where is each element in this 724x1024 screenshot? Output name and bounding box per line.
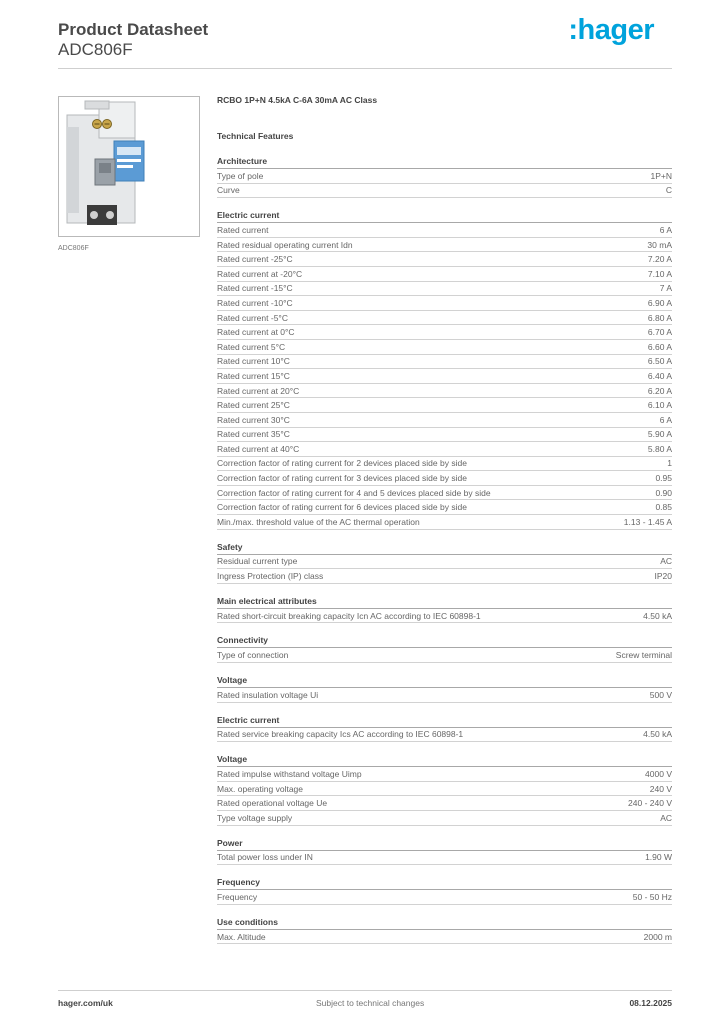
spec-value: AC — [660, 812, 672, 823]
spec-group — [217, 155, 672, 198]
spec-group — [217, 916, 672, 945]
spec-value: 6.70 A — [647, 327, 672, 338]
spec-label: Rated current -25°C — [217, 254, 293, 265]
spec-row — [217, 267, 672, 282]
spec-label: Correction factor of rating current for 6 devices placed side by side — [217, 502, 467, 513]
spec-group-title: Main electrical attributes — [217, 595, 672, 609]
spec-group-title: Safety — [217, 541, 672, 555]
spec-group-title: Voltage — [217, 674, 672, 688]
spec-row — [217, 296, 672, 311]
spec-row — [217, 413, 672, 428]
spec-group — [217, 541, 672, 584]
spec-row — [217, 355, 672, 370]
spec-row — [217, 500, 672, 515]
spec-value: 0.85 — [655, 502, 672, 513]
spec-value: IP20 — [654, 571, 672, 582]
spec-row — [217, 384, 672, 399]
spec-label: Rated current — [217, 224, 269, 235]
spec-value: 7.20 A — [647, 254, 672, 265]
spec-value: C — [665, 185, 672, 196]
spec-value: 0.95 — [655, 473, 672, 484]
spec-value: 30 mA — [647, 239, 672, 250]
spec-label: Rated impulse withstand voltage Uimp — [217, 769, 362, 780]
spec-row — [217, 890, 672, 905]
spec-value: 6 A — [659, 414, 672, 425]
spec-label: Rated current -10°C — [217, 297, 293, 308]
spec-value: 6.20 A — [647, 385, 672, 396]
spec-label: Rated insulation voltage Ui — [217, 689, 319, 700]
spec-row — [217, 340, 672, 355]
spec-row — [217, 325, 672, 340]
spec-label: Total power loss under IN — [217, 852, 313, 863]
spec-value: 6.60 A — [647, 341, 672, 352]
spec-label: Rated current at 40°C — [217, 443, 300, 454]
spec-row — [217, 782, 672, 797]
spec-value: 1 — [667, 458, 672, 469]
spec-value: 500 V — [649, 689, 672, 700]
spec-row — [217, 369, 672, 384]
footer-website: hager.com/uk — [58, 998, 113, 1008]
spec-label: Rated current -5°C — [217, 312, 288, 323]
spec-label: Rated current 10°C — [217, 356, 290, 367]
spec-row — [217, 398, 672, 413]
spec-label: Rated short-circuit breaking capacity Icn AC according to IEC 60898-1 — [217, 610, 481, 621]
spec-label: Ingress Protection (IP) class — [217, 571, 324, 582]
spec-group-title: Use conditions — [217, 916, 672, 930]
spec-row — [217, 728, 672, 743]
footer-note: Subject to technical changes — [316, 998, 425, 1008]
spec-groups — [217, 155, 672, 944]
spec-group — [217, 595, 672, 624]
spec-label: Rated current 15°C — [217, 370, 290, 381]
spec-value: 4000 V — [645, 769, 672, 780]
spec-value: 1.90 W — [645, 852, 672, 863]
spec-row — [217, 609, 672, 624]
spec-label: Rated residual operating current Idn — [217, 239, 353, 250]
spec-label: Max. Altitude — [217, 931, 266, 942]
spec-group-title: Architecture — [217, 155, 672, 169]
spec-row — [217, 811, 672, 826]
spec-row — [217, 184, 672, 199]
spec-value: 1.13 - 1.45 A — [623, 516, 672, 527]
spec-group-title: Connectivity — [217, 634, 672, 648]
spec-label: Rated service breaking capacity Ics AC according to IEC 60898-1 — [217, 729, 464, 740]
spec-value: 6.10 A — [647, 400, 672, 411]
product-image — [58, 96, 200, 237]
spec-label: Correction factor of rating current for 4 and 5 devices placed side by side — [217, 487, 491, 498]
spec-row — [217, 688, 672, 703]
spec-value: 240 V — [649, 783, 672, 794]
spec-label: Rated operational voltage Ue — [217, 798, 328, 809]
spec-value: AC — [660, 556, 672, 567]
spec-row — [217, 515, 672, 530]
spec-group-title: Voltage — [217, 753, 672, 767]
spec-label: Frequency — [217, 891, 258, 902]
spec-row — [217, 569, 672, 584]
spec-row — [217, 767, 672, 782]
spec-label: Rated current 25°C — [217, 400, 290, 411]
spec-row — [217, 442, 672, 457]
spec-row — [217, 930, 672, 945]
spec-group — [217, 837, 672, 866]
spec-row — [217, 252, 672, 267]
spec-row — [217, 311, 672, 326]
image-caption: ADC806F — [58, 245, 89, 252]
spec-value: 6.80 A — [647, 312, 672, 323]
spec-label: Rated current at 20°C — [217, 385, 300, 396]
spec-group-title: Power — [217, 837, 672, 851]
spec-group-title: Electric current — [217, 209, 672, 223]
spec-group — [217, 634, 672, 663]
spec-row — [217, 282, 672, 297]
spec-value: 2000 m — [643, 931, 672, 942]
spec-value: 240 - 240 V — [628, 798, 672, 809]
spec-value: 6.40 A — [647, 370, 672, 381]
spec-group — [217, 674, 672, 703]
document-title: Product Datasheet — [58, 20, 209, 39]
spec-content — [217, 95, 672, 944]
spec-row — [217, 238, 672, 253]
spec-value: 1P+N — [650, 170, 672, 181]
spec-row — [217, 428, 672, 443]
spec-value: 7.10 A — [647, 268, 672, 279]
spec-row — [217, 457, 672, 472]
spec-group — [217, 714, 672, 743]
spec-label: Type of connection — [217, 650, 289, 661]
spec-value: 4.50 kA — [643, 610, 672, 621]
spec-label: Rated current at 0°C — [217, 327, 295, 338]
spec-label: Rated current 30°C — [217, 414, 290, 425]
spec-label: Rated current -15°C — [217, 283, 293, 294]
spec-value: 5.90 A — [647, 429, 672, 440]
spec-group — [217, 209, 672, 529]
spec-label: Correction factor of rating current for 2 devices placed side by side — [217, 458, 467, 469]
spec-label: Rated current 5°C — [217, 341, 286, 352]
spec-value: 4.50 kA — [643, 729, 672, 740]
spec-value: 0.90 — [655, 487, 672, 498]
spec-row — [217, 169, 672, 184]
spec-row — [217, 648, 672, 663]
spec-row — [217, 796, 672, 811]
spec-value: 6.50 A — [647, 356, 672, 367]
spec-group — [217, 753, 672, 825]
spec-value: 5.80 A — [647, 443, 672, 454]
spec-group-title: Electric current — [217, 714, 672, 728]
spec-value: 6 A — [659, 224, 672, 235]
spec-label: Rated current at -20°C — [217, 268, 303, 279]
technical-features-heading: Technical Features — [217, 131, 294, 141]
spec-label: Type of pole — [217, 170, 264, 181]
document-header — [58, 20, 208, 60]
footer-date: 08.12.2025 — [629, 998, 672, 1008]
spec-label: Curve — [217, 185, 240, 196]
product-description: RCBO 1P+N 4.5kA C-6A 30mA AC Class — [217, 95, 378, 105]
spec-row — [217, 223, 672, 238]
spec-label: Min./max. threshold value of the AC thermal operation — [217, 516, 420, 527]
spec-value: 50 - 50 Hz — [632, 891, 672, 902]
spec-row — [217, 471, 672, 486]
spec-row — [217, 555, 672, 570]
spec-value: 6.90 A — [647, 297, 672, 308]
spec-row — [217, 486, 672, 501]
spec-label: Rated current 35°C — [217, 429, 290, 440]
product-reference: ADC806F — [58, 40, 133, 59]
spec-value: Screw terminal — [615, 650, 672, 661]
hager-logo: :hager — [568, 14, 654, 46]
footer-divider — [58, 990, 672, 991]
spec-group-title: Frequency — [217, 876, 672, 890]
spec-value: 7 A — [659, 283, 672, 294]
spec-label: Residual current type — [217, 556, 298, 567]
spec-group — [217, 876, 672, 905]
spec-label: Max. operating voltage — [217, 783, 303, 794]
spec-label: Type voltage supply — [217, 812, 293, 823]
header-divider — [58, 68, 672, 69]
spec-row — [217, 851, 672, 866]
spec-label: Correction factor of rating current for 3 devices placed side by side — [217, 473, 467, 484]
